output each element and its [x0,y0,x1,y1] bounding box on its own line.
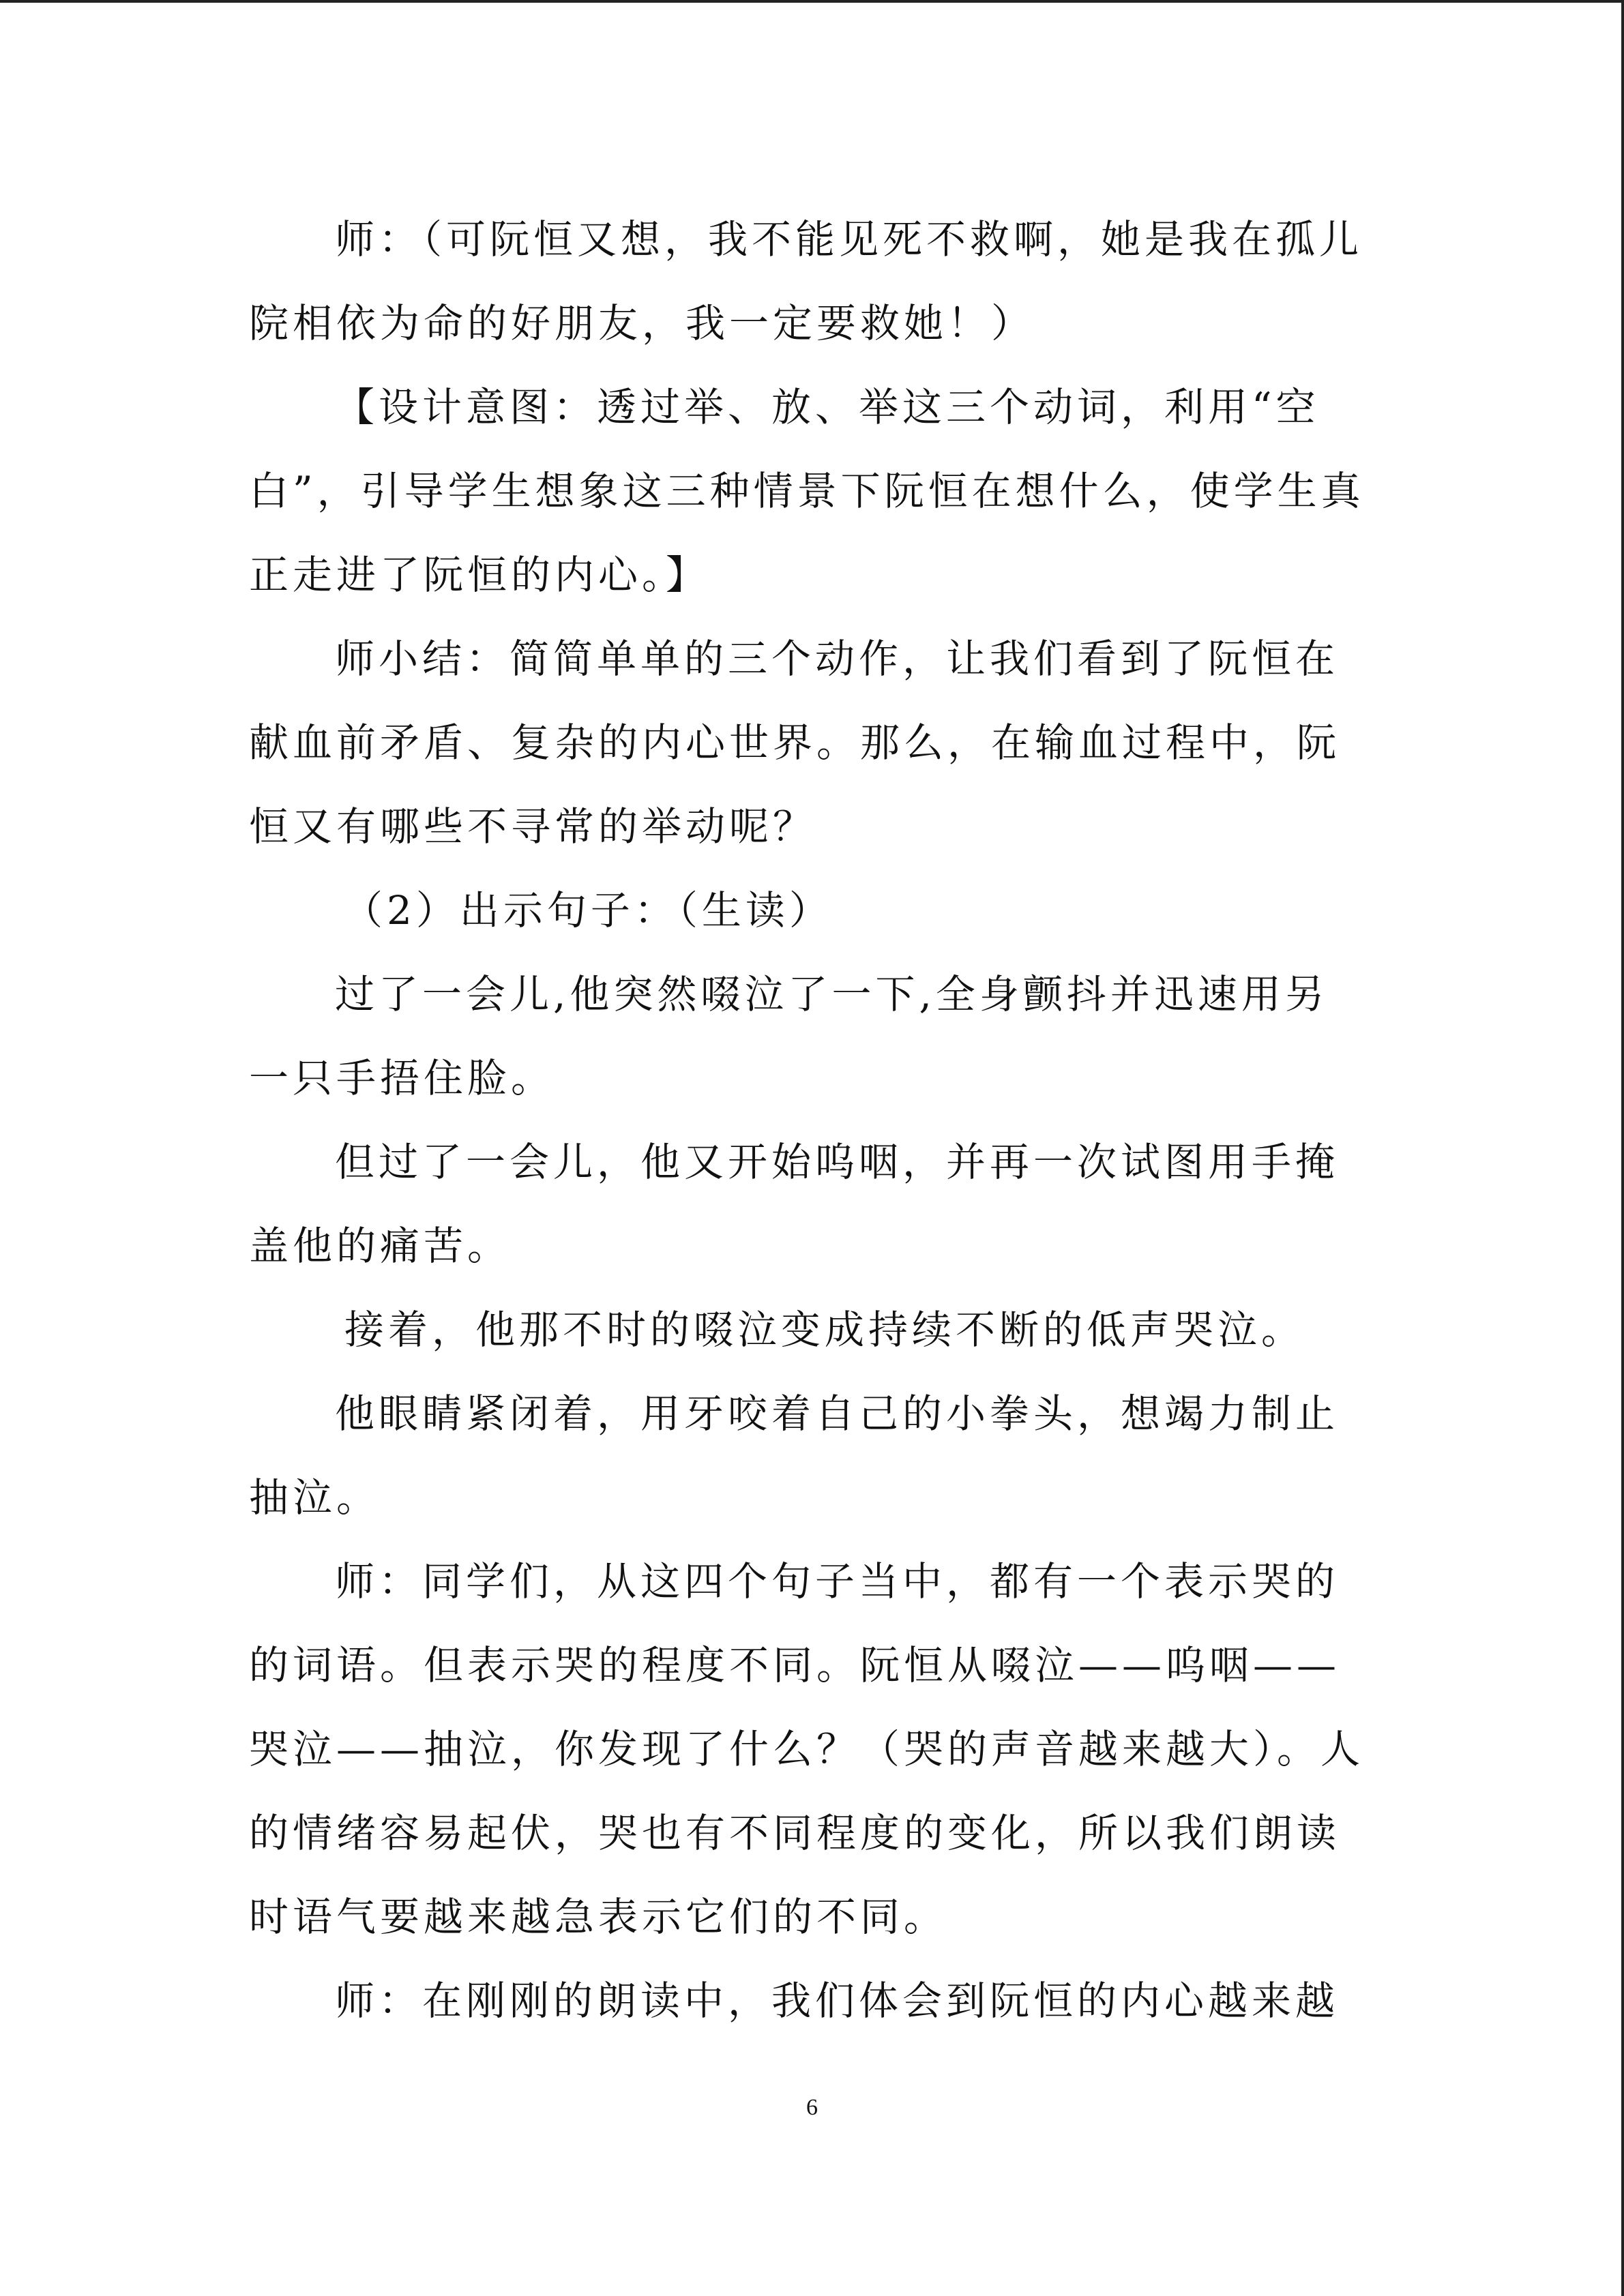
paragraph-sentence-1: 过了一会儿,他突然啜泣了一下,全身颤抖并迅速用另一只手捂住脸。 [249,971,1329,1101]
page-right-border [1621,0,1624,2296]
paragraph-sentence-4: 他眼睛紧闭着，用牙咬着自己的小拳头，想竭力制止抽泣。 [249,1390,1340,1521]
paragraph-teacher-analysis: 师：同学们，从这四个句子当中，都有一个表示哭的的词语。但表示哭的程度不同。阮恒从啜泣——呜咽——哭泣——抽泣，你发现了什么？（哭的声音越来越大）。人的情绪容易起伏，哭也有不同程度的变化，所以我们朗读时语气要越来越急表示它们的不同。 [249,1558,1365,1940]
page-top-border [0,0,1624,3]
paragraph-show-sentences: （2）出示句子：（生读） [343,887,833,934]
paragraph-design-intent: 【设计意图：透过举、放、举这三个动词，利用“空白”，引导学生想象这三种情景下阮恒在想什么，使学生真正走进了阮恒的内心。】 [249,384,1365,598]
page-number: 6 [806,2095,818,2120]
paragraph-teacher-summary: 师小结：简简单单的三个动作，让我们看到了阮恒在献血前矛盾、复杂的内心世界。那么，在输血过程中，阮恒又有哪些不寻常的举动呢？ [249,636,1341,850]
paragraph-teacher-closing: 师：在刚刚的朗读中，我们体会到阮恒的内心越来越 [335,1978,1340,2024]
paragraph-sentence-2: 但过了一会儿，他又开始呜咽，并再一次试图用手掩盖他的痛苦。 [249,1139,1340,1269]
paragraph-teacher-line: 师：（可阮恒又想，我不能见死不救啊，她是我在孤儿院相依为命的好朋友，我一定要救她！） [249,216,1363,346]
paragraph-sentence-3: 接着，他那不时的啜泣变成持续不断的低声哭泣。 [344,1307,1305,1353]
document-body [249,198,1368,2043]
